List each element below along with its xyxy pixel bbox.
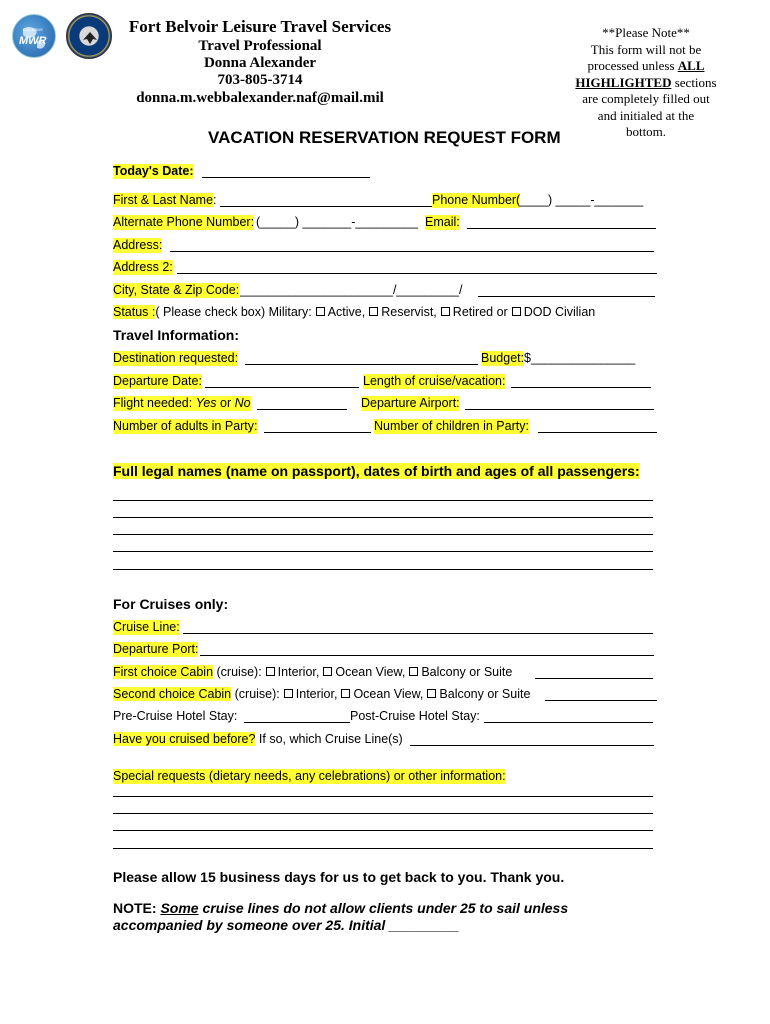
cruised-before-field[interactable] xyxy=(410,745,654,746)
status-row: Status :( Please check box) Military: Active, Reservist, Retired or DOD Civilian xyxy=(113,305,596,319)
special-line[interactable] xyxy=(113,796,653,797)
destination-label: Destination requested: xyxy=(113,351,239,365)
special-line[interactable] xyxy=(113,813,653,814)
pre-cruise-label: Pre-Cruise Hotel Stay: xyxy=(113,709,238,723)
dep-airport-label: Departure Airport: xyxy=(361,396,460,410)
travel-info-heading: Travel Information: xyxy=(113,327,240,343)
reservist-checkbox[interactable] xyxy=(369,307,378,316)
special-requests-label: Special requests (dietary needs, any celebrations) or other information: xyxy=(113,769,506,783)
alt-phone-field[interactable]: (_____) _______-_________ xyxy=(256,215,418,229)
status-label: Status : xyxy=(113,305,156,319)
adults-label: Number of adults in Party: xyxy=(113,419,258,433)
second-cabin-row: Second choice Cabin (cruise): Interior, Ocean View, Balcony or Suite xyxy=(113,687,531,701)
passengers-heading: Full legal names (name on passport), dates of birth and ages of all passengers: xyxy=(113,463,640,479)
zip-field[interactable] xyxy=(478,296,655,297)
cruises-heading: For Cruises only: xyxy=(113,596,229,612)
todays-date-label: Today's Date: xyxy=(113,164,194,178)
first-ocean-checkbox[interactable] xyxy=(323,667,332,676)
name-label-wrap: First & Last Name: xyxy=(113,193,217,207)
destination-field[interactable] xyxy=(245,364,478,365)
email-field[interactable] xyxy=(467,228,656,229)
departure-date-label: Departure Date: xyxy=(113,374,202,388)
adults-field[interactable] xyxy=(264,432,371,433)
role-title: Travel Professional xyxy=(198,38,322,54)
todays-date-field[interactable] xyxy=(202,177,370,178)
cruised-before-row: Have you cruised before? If so, which Cruise Line(s) xyxy=(113,732,403,746)
flight-field[interactable] xyxy=(257,409,347,410)
address2-label: Address 2: xyxy=(113,260,173,274)
logo-mwr-text: MWR xyxy=(19,35,47,47)
address2-field[interactable] xyxy=(177,273,657,274)
age-note xyxy=(113,900,568,934)
budget-label: Budget: xyxy=(481,351,525,365)
age-note-line2: accompanied by someone over 25. Initial _________ xyxy=(113,917,460,933)
org-title: Fort Belvoir Leisure Travel Services xyxy=(128,17,392,36)
cruise-line-field[interactable] xyxy=(183,633,653,634)
first-balcony-checkbox[interactable] xyxy=(409,667,418,676)
length-label: Length of cruise/vacation: xyxy=(363,374,506,388)
note-line: and initialed at the xyxy=(597,107,695,123)
address-field[interactable] xyxy=(170,251,654,252)
form-title: VACATION RESERVATION REQUEST FORM xyxy=(208,128,561,147)
passenger-line[interactable] xyxy=(113,551,653,552)
length-field[interactable] xyxy=(511,387,651,388)
note-line: **Please Note** xyxy=(602,25,690,40)
post-cruise-label: Post-Cruise Hotel Stay: xyxy=(350,709,480,723)
cruise-line-label: Cruise Line: xyxy=(113,620,180,634)
first-cabin-row: First choice Cabin (cruise): Interior, Ocean View, Balcony or Suite xyxy=(113,665,513,679)
name-field[interactable] xyxy=(220,206,432,207)
phone-field[interactable]: (____) _____-_______ xyxy=(516,193,644,207)
second-interior-checkbox[interactable] xyxy=(284,689,293,698)
alt-phone-label: Alternate Phone Number: xyxy=(113,215,255,229)
cruised-before-label: Have you cruised before? xyxy=(113,732,256,746)
name-label: First & Last Name xyxy=(113,193,214,207)
flight-no: No xyxy=(234,396,251,410)
note-line: processed unless ALL xyxy=(587,58,705,73)
passenger-line[interactable] xyxy=(113,517,653,518)
note-line: are completely filled out xyxy=(582,91,710,106)
budget-field[interactable]: $_______________ xyxy=(524,351,636,365)
departure-date-field[interactable] xyxy=(205,387,359,388)
flight-yes: Yes xyxy=(195,396,217,410)
city-label: City, State & Zip Code: xyxy=(113,283,240,297)
first-interior-checkbox[interactable] xyxy=(266,667,275,676)
logo-small-text: U.S. ARMY xyxy=(23,27,44,32)
children-label: Number of children in Party: xyxy=(374,419,529,433)
dep-airport-field[interactable] xyxy=(465,409,654,410)
second-cabin-label: Second choice Cabin xyxy=(113,687,232,701)
note-line: HIGHLIGHTED sections xyxy=(575,74,717,90)
departure-port-label: Departure Port: xyxy=(113,642,199,656)
retired-checkbox[interactable] xyxy=(441,307,450,316)
note-line: This form will not be xyxy=(590,41,702,57)
address-label: Address: xyxy=(113,238,163,252)
passenger-line[interactable] xyxy=(113,500,653,501)
post-cruise-field[interactable] xyxy=(484,722,653,723)
note-line: bottom. xyxy=(625,124,667,139)
first-cabin-label: First choice Cabin xyxy=(113,665,214,679)
note-highlighted: HIGHLIGHTED xyxy=(575,74,672,90)
contact-email: donna.m.webbalexander.naf@mail.mil xyxy=(136,90,384,106)
passenger-line[interactable] xyxy=(113,569,653,570)
second-cabin-field[interactable] xyxy=(545,700,657,701)
active-checkbox[interactable] xyxy=(316,307,325,316)
allow-note: Please allow 15 business days for us to get back to you. Thank you. xyxy=(113,869,565,885)
special-line[interactable] xyxy=(113,830,653,831)
flight-label: Flight needed: Yes or No xyxy=(113,396,251,410)
dod-checkbox[interactable] xyxy=(512,307,521,316)
contact-name: Donna Alexander xyxy=(203,55,317,71)
age-note-line1: NOTE: Some cruise lines do not allow clients under 25 to sail unless xyxy=(113,900,569,916)
children-field[interactable] xyxy=(538,432,657,433)
second-balcony-checkbox[interactable] xyxy=(427,689,436,698)
departure-port-field[interactable] xyxy=(200,655,654,656)
note-all: ALL xyxy=(677,58,705,73)
contact-phone: 703-805-3714 xyxy=(217,72,303,88)
first-cabin-field[interactable] xyxy=(535,678,653,679)
second-ocean-checkbox[interactable] xyxy=(341,689,350,698)
special-line[interactable] xyxy=(113,848,653,849)
note-block xyxy=(560,25,732,141)
city-state-field[interactable]: ______________________/_________/ xyxy=(240,283,463,297)
email-label: Email: xyxy=(425,215,460,229)
pre-cruise-field[interactable] xyxy=(244,722,350,723)
phone-label: Phone Number: xyxy=(432,193,520,207)
passenger-line[interactable] xyxy=(113,534,653,535)
